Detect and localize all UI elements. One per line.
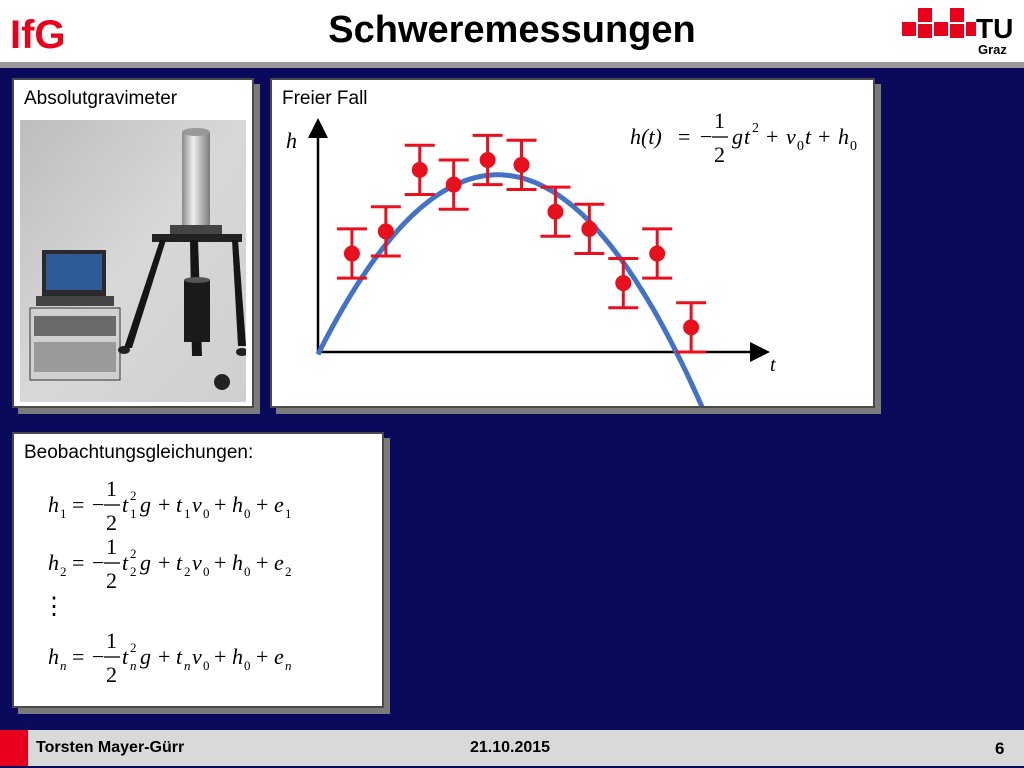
free-fall-panel bbox=[270, 78, 875, 408]
svg-text:=: = bbox=[72, 644, 85, 669]
svg-text:e: e bbox=[274, 492, 284, 517]
svg-text:v: v bbox=[192, 644, 202, 669]
footer-author: Torsten Mayer-Gürr bbox=[36, 739, 185, 756]
svg-text:2: 2 bbox=[130, 564, 137, 579]
svg-text:+: + bbox=[766, 124, 779, 149]
data-point-9 bbox=[608, 258, 638, 307]
svg-text:t: t bbox=[744, 124, 751, 149]
svg-text:+: + bbox=[214, 644, 227, 669]
svg-text:2: 2 bbox=[130, 488, 137, 503]
svg-text:+: + bbox=[158, 550, 171, 575]
svg-text:2: 2 bbox=[106, 510, 117, 535]
svg-text:0: 0 bbox=[244, 658, 251, 673]
svg-text:t: t bbox=[805, 124, 812, 149]
svg-text:+: + bbox=[256, 550, 269, 575]
tu-graz-logo bbox=[900, 6, 1022, 58]
free-fall-title: Freier Fall bbox=[282, 88, 368, 109]
svg-text:t: t bbox=[176, 644, 183, 669]
fall-formula bbox=[630, 108, 857, 167]
gravimeter-title: Absolutgravimeter bbox=[24, 88, 178, 109]
x-axis-label: t bbox=[770, 354, 776, 376]
fit-curve bbox=[318, 175, 712, 406]
svg-text:n: n bbox=[184, 658, 191, 673]
equation-row-2 bbox=[48, 534, 292, 593]
svg-text:v: v bbox=[192, 550, 202, 575]
svg-text:v: v bbox=[786, 124, 796, 149]
svg-text:=: = bbox=[678, 124, 691, 149]
data-point-11 bbox=[676, 303, 706, 352]
svg-text:1: 1 bbox=[60, 506, 67, 521]
svg-text:0: 0 bbox=[244, 506, 251, 521]
svg-text:Graz: Graz bbox=[978, 42, 1007, 57]
svg-text:+: + bbox=[818, 124, 831, 149]
svg-text:n: n bbox=[60, 658, 67, 673]
svg-text:t: t bbox=[122, 644, 129, 669]
svg-text:g: g bbox=[732, 124, 743, 149]
svg-text:=: = bbox=[72, 550, 85, 575]
svg-text:0: 0 bbox=[203, 506, 210, 521]
svg-text:0: 0 bbox=[203, 658, 210, 673]
equations-title: Beobachtungsgleichungen: bbox=[24, 442, 254, 463]
svg-text:e: e bbox=[274, 644, 284, 669]
svg-text:1: 1 bbox=[714, 108, 725, 133]
gravimeter-photo bbox=[20, 120, 246, 402]
svg-text:t: t bbox=[122, 492, 129, 517]
page-number: 6 bbox=[995, 739, 1005, 758]
svg-text:−: − bbox=[700, 124, 713, 149]
svg-text:1: 1 bbox=[184, 506, 191, 521]
svg-text:1: 1 bbox=[106, 476, 117, 501]
equation-row-n bbox=[48, 628, 292, 687]
svg-text:0: 0 bbox=[850, 139, 857, 154]
svg-text:h: h bbox=[232, 550, 243, 575]
footer-accent bbox=[0, 730, 28, 766]
svg-text:0: 0 bbox=[797, 139, 804, 154]
svg-text:1: 1 bbox=[106, 534, 117, 559]
svg-text:g: g bbox=[140, 550, 151, 575]
svg-text:2: 2 bbox=[60, 564, 67, 579]
svg-text:+: + bbox=[158, 492, 171, 517]
svg-text:2: 2 bbox=[752, 121, 759, 136]
svg-text:2: 2 bbox=[106, 568, 117, 593]
svg-text:h(t): h(t) bbox=[630, 124, 662, 149]
svg-text:1: 1 bbox=[106, 628, 117, 653]
svg-text:h: h bbox=[232, 644, 243, 669]
slide-header bbox=[0, 0, 1024, 64]
svg-text:h: h bbox=[48, 644, 59, 669]
observation-equations bbox=[14, 434, 382, 706]
free-fall-chart bbox=[272, 80, 873, 406]
svg-text:2: 2 bbox=[184, 564, 191, 579]
data-point-4 bbox=[439, 160, 469, 209]
slide-title: Schweremessungen bbox=[328, 9, 696, 51]
svg-text:h: h bbox=[838, 124, 849, 149]
svg-text:=: = bbox=[72, 492, 85, 517]
svg-text:t: t bbox=[122, 550, 129, 575]
svg-text:2: 2 bbox=[106, 662, 117, 687]
ellipsis-dots: ⋮ bbox=[42, 594, 66, 620]
equations-panel bbox=[12, 432, 384, 708]
data-point-1 bbox=[337, 229, 367, 278]
svg-text:1: 1 bbox=[130, 506, 137, 521]
svg-text:−: − bbox=[92, 492, 105, 517]
equation-row-1 bbox=[48, 476, 292, 535]
svg-text:+: + bbox=[256, 492, 269, 517]
svg-text:h: h bbox=[48, 550, 59, 575]
svg-text:2: 2 bbox=[714, 142, 725, 167]
svg-text:n: n bbox=[130, 658, 137, 673]
svg-text:v: v bbox=[192, 492, 202, 517]
footer-date: 21.10.2015 bbox=[470, 739, 551, 756]
svg-text:−: − bbox=[92, 644, 105, 669]
svg-text:−: − bbox=[92, 550, 105, 575]
svg-text:h: h bbox=[48, 492, 59, 517]
svg-text:2: 2 bbox=[285, 564, 292, 579]
data-point-10 bbox=[642, 229, 672, 278]
svg-text:2: 2 bbox=[130, 546, 137, 561]
svg-text:e: e bbox=[274, 550, 284, 575]
svg-text:+: + bbox=[158, 644, 171, 669]
svg-text:g: g bbox=[140, 644, 151, 669]
data-point-7 bbox=[540, 187, 570, 236]
svg-text:h: h bbox=[232, 492, 243, 517]
svg-text:g: g bbox=[140, 492, 151, 517]
svg-text:n: n bbox=[285, 658, 292, 673]
svg-text:0: 0 bbox=[203, 564, 210, 579]
svg-text:0: 0 bbox=[244, 564, 251, 579]
svg-text:t: t bbox=[176, 550, 183, 575]
header-rule bbox=[0, 62, 1024, 68]
svg-text:IfG: IfG bbox=[10, 13, 66, 57]
y-axis-label: h bbox=[286, 128, 297, 153]
svg-text:TU: TU bbox=[976, 13, 1014, 44]
svg-text:+: + bbox=[214, 492, 227, 517]
svg-text:+: + bbox=[214, 550, 227, 575]
gravimeter-panel bbox=[12, 78, 254, 408]
svg-text:1: 1 bbox=[285, 506, 292, 521]
svg-text:+: + bbox=[256, 644, 269, 669]
data-point-3 bbox=[405, 145, 435, 194]
svg-text:t: t bbox=[176, 492, 183, 517]
slide-footer bbox=[0, 730, 1024, 766]
svg-text:2: 2 bbox=[130, 640, 137, 655]
